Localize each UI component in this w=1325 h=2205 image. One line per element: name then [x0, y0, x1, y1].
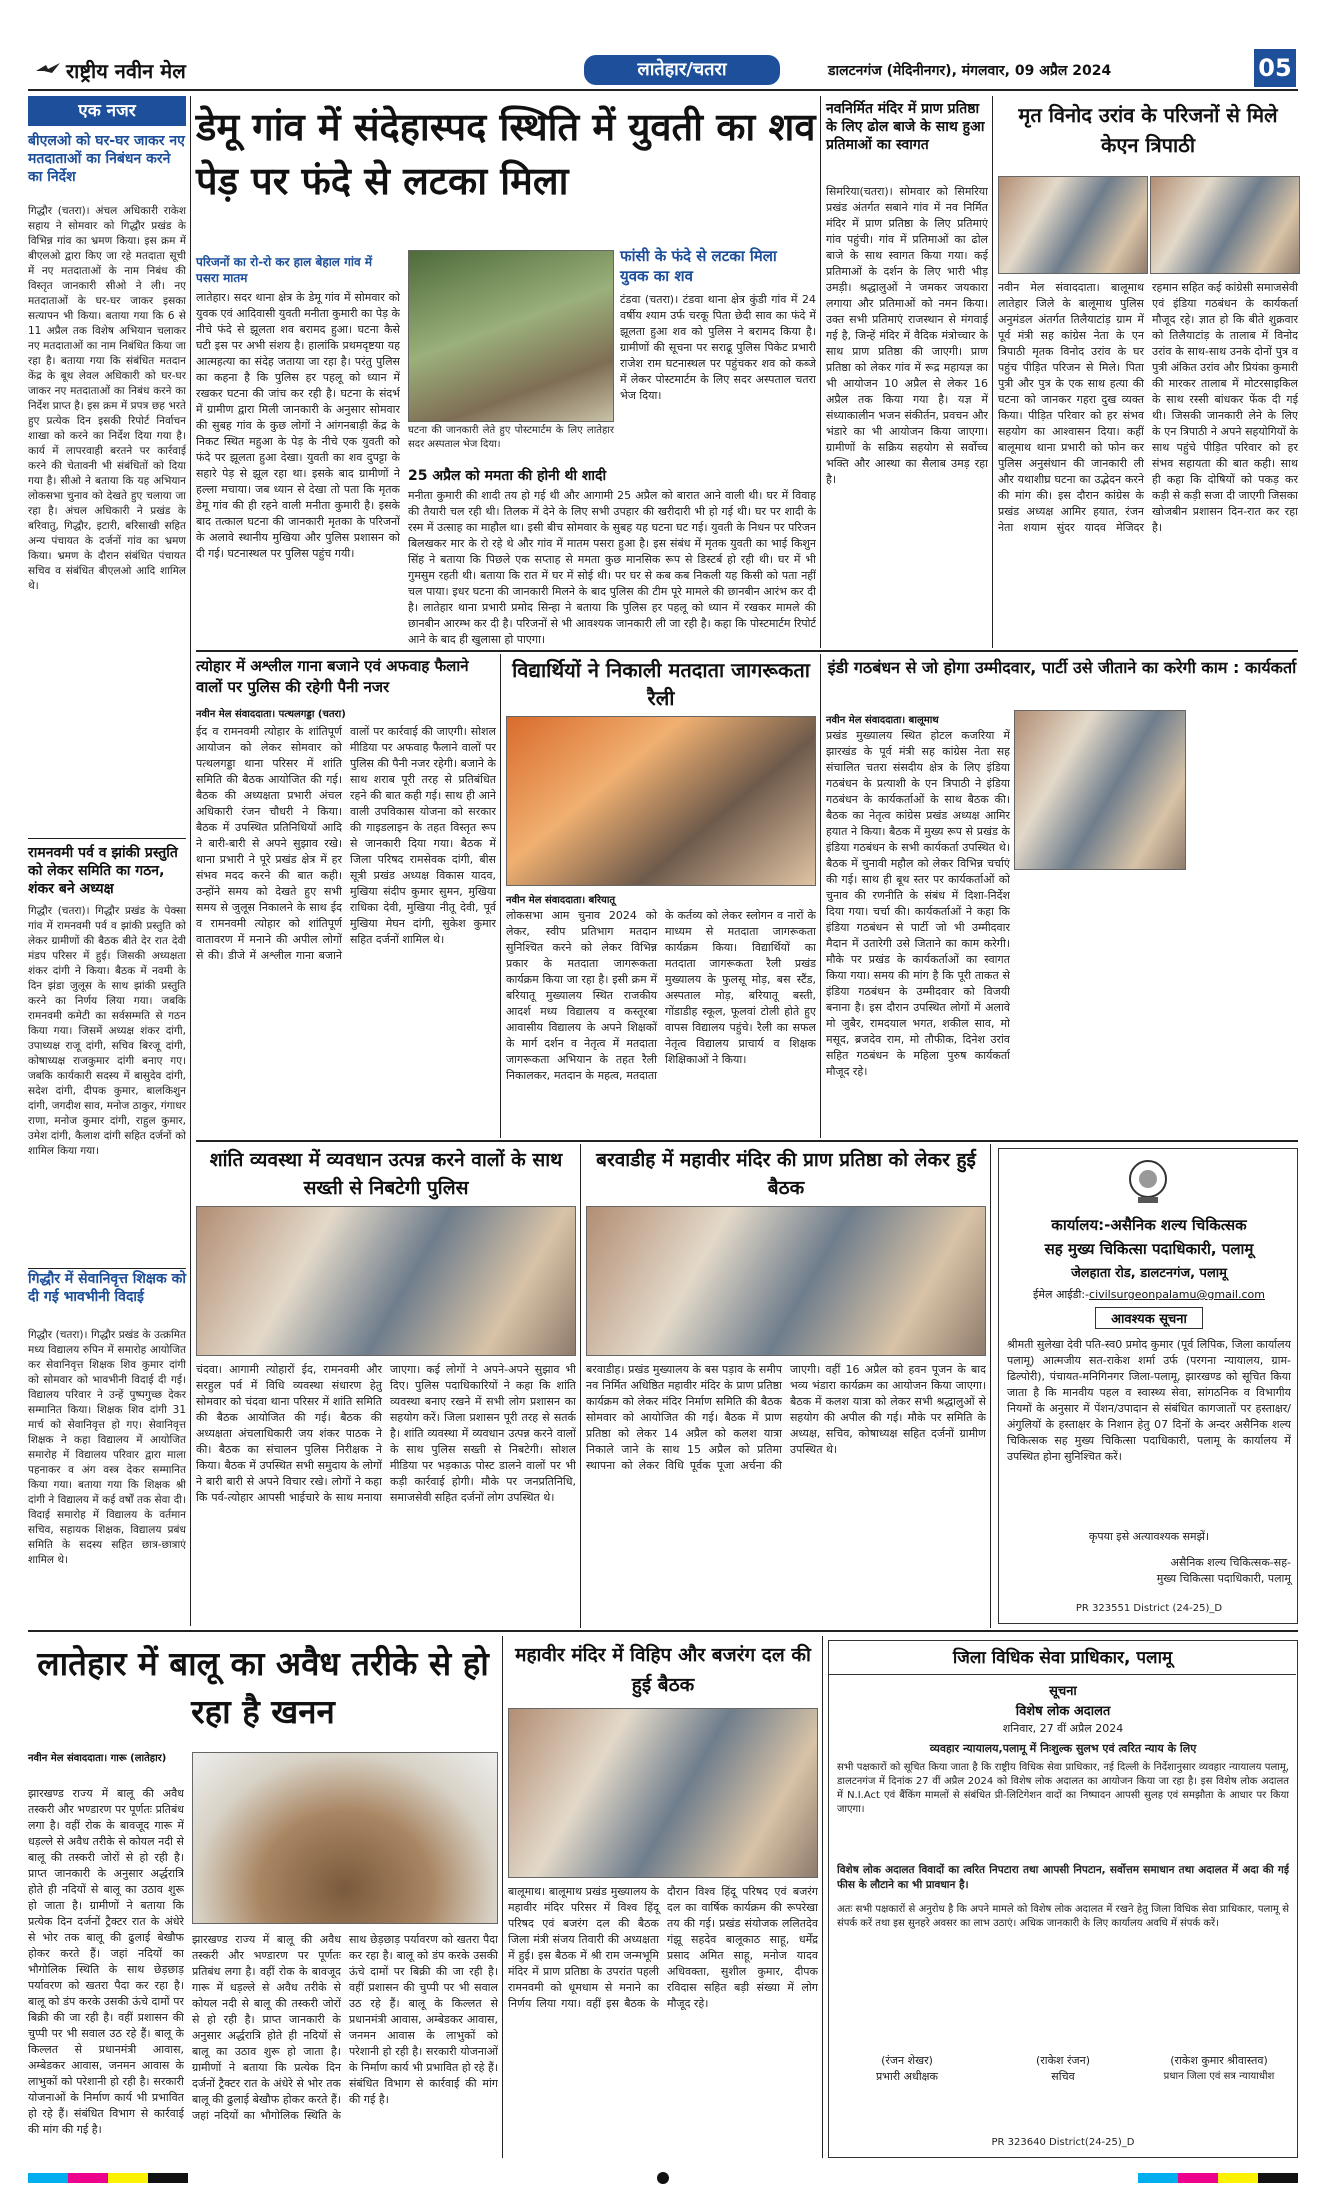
- legal-notice-body2: सभी पक्षकारों को सूचित किया जाता है कि राष्ट्रीय विधिक सेवा प्राधिकार, नई दिल्ली के निर्देशानुसार व्यवहार न्यायालय पलामू, डालटनगंज में दिनांक 27 वीं अप्रैल 2024 को विशेष लोक अदालत का आयोजन किया जा रहा है। इस विशेष लोक अदालत में N.I.Act एवं बैंकिंग मामलों से संबंधित प्री-लिटिगेशन वादों का निष्पादन आपसी सुलह एवं समझौता के आधार पर किया जाएगा।: [837, 1762, 1289, 1815]
- vhp-head: महावीर मंदिर में विहिप और बजरंग दल की हुई बैठक: [515, 1644, 811, 1696]
- ek-nazar-story2-head: रामनवमी पर्व व झांकी प्रस्तुति को लेकर समिति का गठन, शंकर बने अध्यक्ष: [28, 845, 178, 897]
- vinod-photo-1: [998, 176, 1148, 274]
- vhp-photo: [508, 1708, 818, 1878]
- notice-email-row: [1003, 1287, 1295, 1302]
- lead-photo: [408, 250, 614, 422]
- legal-notice-pr: PR 323640 District(24-25)_D: [991, 2137, 1135, 2148]
- notice-office-line2: सह मुख्य चिकित्सा पदाधिकारी, पलामू: [1044, 1240, 1254, 1258]
- legal-notice-title-box: [829, 1641, 1296, 1675]
- masthead-rule: [28, 89, 1298, 91]
- paper-logo-icon: [34, 61, 62, 77]
- legal-notice-sig1-name: (रंजन शेखर): [881, 2054, 933, 2067]
- section-tag: [584, 55, 780, 85]
- registration-marks-icon: [28, 2171, 1298, 2185]
- emblem-icon: [1125, 1157, 1171, 1207]
- column-rule: [580, 1144, 581, 1628]
- section-rule: [196, 1140, 1298, 1142]
- vidyarthi-head: विद्यार्थियों ने निकाली मतदाता जागरूकता रैली: [512, 658, 810, 710]
- legal-notice-body1: व्यवहार न्यायालय,पलामू में निःशुल्क सुलभ एवं त्वरित न्याय के लिए: [929, 1742, 1197, 1755]
- column-rule: [500, 654, 501, 1138]
- legal-notice-label: सूचना: [1049, 1684, 1077, 1699]
- notice-sign-line3: मुख्य चिकित्सा पदाधिकारी, पलामू: [1156, 1572, 1291, 1585]
- balu-photo: [192, 1752, 498, 1924]
- section-label: लातेहार/चतरा: [637, 59, 727, 80]
- notice-email[interactable]: civilsurgeonpalamu@gmail.com: [1089, 1288, 1265, 1301]
- ek-nazar-column: [28, 96, 186, 1356]
- tyohar-head: त्योहार में अश्लील गाना बजाने एवं अफवाह फैलाने वालों पर पुलिस की रहेगी पैनी नजर: [196, 657, 469, 696]
- ek-nazar-story1-body: गिद्धौर (चतरा)। अंचल अधिकारी राकेश सहाय ने सोमवार को गिद्धौर प्रखंड के विभिन्न गांव का भ्रमण किया। इस क्रम में बीएलओ द्वारा किए जा रहे मतदाता सूची में नए मतदाताओं के नाम निबंध की विस्तृत जानकारी सीओ ने ली। नए मतदाताओं के घर-घर जाकर इसका सत्यापन भी किया। बताया गया कि 6 से 11 अप्रैल तक विशेष अभियान चलाकर नए मतदाताओं का नाम निबंधित किया जा रहा है। बताया गया कि संबंधित मतदान केंद्र के बूथ लेवल अधिकारी को घर-घर जाकर नए मतदाताओं का निबंध करने का निर्देश प्राप्त है। इस क्रम में प्रपत्र छह भरते हुए प्रत्येक दिन इसकी रिपोर्ट निर्वाचन शाखा को करने का निर्देश दिया गया है। कार्य में लापरवाही बरतने पर कार्रवाई करने की चेतावनी भी संबंधितों को दिया गया है। सीओ ने बताया कि यह अभियान लोकसभा चुनाव को देखते हुए चलाया जा रहा है। अंचल अधिकारी ने प्रखंड के बरिवातु, गिद्धौर, इटारी, बरिसाखी सहित अन्य पंचायत के दर्जनों गांव का भ्रमण किया। भ्रमण के दौरान संबंधित पंचायत सचिव व संबंधित बीएलओ आदि शामिल थे।: [28, 205, 186, 592]
- notice-pr: PR 323551 District (24-25)_D: [1075, 1603, 1223, 1614]
- column-rule: [502, 1636, 503, 2158]
- indi-body-right: [1192, 728, 1298, 868]
- ek-nazar-column-lower: [28, 1270, 186, 1630]
- divider: [28, 838, 186, 839]
- legal-notice-sig3-role: प्रधान जिला एवं सत्र न्यायाधीश: [1163, 2071, 1275, 2082]
- indi-head: इंडी गठबंधन से जो होगा उम्मीदवार, पार्टी उसे जीताने का करेगी काम : कार्यकर्ता: [827, 658, 1297, 677]
- legal-notice-sig2-role: सचिव: [1051, 2070, 1075, 2083]
- vidyarthi-byline: नवीन मेल संवाददाता। बरियातू: [506, 895, 616, 906]
- column-rule: [190, 96, 191, 1626]
- ek-nazar-story3-body: गिद्धौर (चतरा)। गिद्धौर प्रखंड के उत्क्रमित मध्य विद्यालय रुपिन में समारोह आयोजित कर सेवानिवृत्त शिक्षक शिव कुमार दांगी को सोमवार को भावभीनी विदाई दी गई। विद्यालय परिवार ने उन्हें पुष्पगुच्छ देकर सम्मानित किया। शिक्षक शिव दांगी 31 मार्च को सेवानिवृत्त हो गए। सेवानिवृत्त शिक्षक ने कहा विद्यालय में आयोजित समारोह में विद्यालय परिवार द्वारा माला पहनाकर व अंग वस्त्र देकर सम्मानित किया गया। बताया गया कि शिक्षक श्री दांगी ने विद्यालय में कई वर्षों तक सेवा दी। विदाई समारोह में विद्यालय के वर्तमान सचिव, सहायक शिक्षक, विद्यालय प्रबंध समिति के सदस्य सहित छात्र-छात्राएं शामिल थे।: [28, 1329, 186, 1566]
- lead-body-1: लातेहार। सदर थाना क्षेत्र के डेमू गांव में सोमवार को युवक एवं आदिवासी युवती मनीता कुमारी का पेड़ के नीचे फंदे से झूलता शव बरामद हुआ। घटना कैसे घटी इस पर अभी संशय है। हालांकि प्रथमदृष्टया यह आत्महत्या का संदेह जताया जा रहा है। परंतु पुलिस का कहना है कि पुलिस हर पहलू को ध्यान में रखकर घटना की जांच कर रही है। घटना के संदर्भ में ग्रामीण द्वारा मिली जानकारी के अनुसार सोमवार की सुबह गांव के कुछ लोगों ने आंगनबाड़ी केंद्र के निकट स्थित महुआ के पेड़ के नीचे एक युवती को फंदे पर झूलता हुआ देखा। युवती का शव दुपट्टा के सहारे पेड़ से झूल रहा था। इसके बाद ग्रामीणों ने हल्ला मचाया। जब ध्यान से देखा तो पता कि मृतक डेमू गांव की ही रहने वाली मनीता कुमारी है। इसके बाद तत्काल घटना की जानकारी मृतका के परिजनों के अलावे स्थानीय मुखिया और पुलिस प्रशासन को दी गई। घटनास्थल पर पुलिस पहुंच गयी।: [196, 291, 400, 560]
- tyohar-byline: नवीन मेल संवाददाता। पत्थलगड्डा (चतरा): [196, 709, 346, 720]
- masthead: [28, 55, 1298, 85]
- notice-body: श्रीमती सुलेखा देवी पति-स्व0 प्रमोद कुमार (पूर्व लिपिक, जिला कार्यालय पलामू) आत्मजीय सत-राकेश शर्मा उर्फ (परगना न्यायालय, ग्राम-ढिल्पोरी), पंचायत-मनिगिनगर जिला-पलामू, झारखण्ड को सूचित किया जाता है कि मानवीय पहल व स्वास्थ्य सेवा, सांगठनिक व विभागीय नियमों के अनुसार में पेंशन/उपादान से संबंधित कागजातों पर हस्ताक्षर/अंगुलियों के हस्ताक्षर के निशान हेतु 07 दिनों के अन्दर असैनिक शल्य चिकित्सक सह मुख्य चिकित्सा पदाधिकारी, पलामू के कार्यालय में उपस्थित होना सुनिश्चित करें।: [1007, 1338, 1291, 1463]
- notice-office-line3: जेलहाता रोड, डालटनगंज, पलामू: [1071, 1266, 1227, 1281]
- section-rule: [196, 650, 1298, 652]
- ek-nazar-label: [28, 96, 186, 126]
- mandir-top-body: सिमरिया(चतरा)। सोमवार को सिमरिया प्रखंड अंतर्गत सबाने गांव में नव निर्मित मंदिर में प्राण प्रतिष्ठा के लिए प्रतिमाएं गांव पहुंची। गांव में प्रतिमाओं का ढोल बाजे के साथ स्वागत किया गया। कई प्रतिमाओं के दर्शन के लिए भारी भीड़ उमड़ी। श्रद्धालुओं ने जमकर जयकारा लगाया और प्रतिमाओं को नमन किया। उक्त सभी प्रतिमाएं राजस्थान से मंगवाई गई है, जिन्हें मंदिर में वैदिक मंत्रोच्चार के साथ प्राण प्रतिष्ठा की जाएगी। प्राण प्रतिष्ठा को लेकर गांव में रूद्र महायज्ञ का भी आयोजन 10 अप्रैल से लेकर 16 अप्रैल तक किया गया है। यज्ञ में संध्याकालीन भजन संकीर्तन, प्रवचन और भंडारे का भी आयोजन किया जाएगा। ग्रामीणों के सक्रिय सहयोग से सर्वोच्च भक्ति और आस्था का सैलाब उमड़ रहा है।: [826, 185, 988, 486]
- ek-nazar-story1-head: बीएलओ को घर-घर जाकर नए मतदाताओं का निबंधन करने का निर्देश: [28, 133, 185, 185]
- tyohar-body: ईद व रामनवमी त्योहार के शांतिपूर्ण आयोजन को लेकर सोमवार को पत्थलगड्डा थाना परिसर में शांति समिति की बैठक आयोजित की गई। बैठक की अध्यक्षता प्रभारी अंचल अधिकारी रंजन चौधरी ने किया। बैठक में उपस्थित प्रतिनिधियों आदि ने बारी-बारी से अपने सुझाव रखे। थाना प्रभारी ने पूरे प्रखंड क्षेत्र में हर संभव मदद करने की बात कही। उन्होंने समय को देखते हुए सभी समय से जुलूस निकालने के साथ ईद व रामनवमी त्योहार को शांतिपूर्ण वातावरण में मनाने की अपील लोगों से की। डीजे में अश्लील गाना बजाने वालों पर कार्रवाई की जाएगी। सोशल मीडिया पर अफवाह फैलाने वालों पर पुलिस की पैनी नजर रहेगी। बजाने के साथ शराब पूरी तरह से प्रतिबंधित रहने की बात कही गई। साथ ही आने वाली उपविकास योजना को सरकार की गाइडलाइन के तहत विस्तृत रूप से जानकारी दिया गया। बैठक में जिला परिषद रामसेवक दांगी, बीस सूत्री प्रखंड अध्यक्ष विकास यादव, मुखिया संदीप कुमार सुमन, मुखिया राधिका देवी, मुखिया नीतू देवी, पूर्व मुखिया मेघन दांगी, सुकेश कुमार सहित दर्जनों शामिल थे।: [196, 725, 496, 962]
- column-rule: [990, 1144, 991, 1628]
- legal-notice-body3: विशेष लोक अदालत विवादों का त्वरित निपटारा तथा आपसी निपटान, सर्वोत्तम समाधान तथा अदालत में अदा की गई फीस के लौटाने का भी प्रावधान है।: [837, 1864, 1289, 1891]
- column-rule: [992, 96, 993, 648]
- lead-headline: डेमू गांव में संदेहास्पद स्थिति में युवती का शव पेड़ पर फंदे से लटका मिला: [196, 105, 816, 203]
- legal-notice-sig1-role: प्रभारी अधीक्षक: [875, 2070, 939, 2083]
- divider: [28, 1268, 186, 1269]
- indi-byline: नवीन मेल संवाददाता। बालूमाथ: [826, 715, 939, 726]
- ek-nazar-story2-body: गिद्धौर (चतरा)। गिद्धौर प्रखंड के पेक्सा गांव में रामनवमी पर्व व झांकी प्रस्तुति को लेकर ग्रामीणों की बैठक बीते देर रात देवी मंडप परिसर में हुई। जिसकी अध्यक्षता शंकर दांगी ने किया। बैठक में नवमी के दिन झंडा जुलूस के साथ झांकी प्रस्तुति करने का निर्णय लिया गया। जबकि रामनवमी कमेटी का सर्वसम्मति से गठन किया गया। जिसमें अध्यक्ष शंकर दांगी, उपाध्यक्ष राजू दांगी, सचिव बिरजू दांगी, कोषाध्यक्ष राजकुमार दांगी बनाए गए। जबकि कार्यकारी सदस्य में बासुदेव दांगी, सदेश दांगी, दीपक कुमार, बालकिशुन दांगी, जगदीश साव, मनोज ठाकुर, गंगाधर राणा, मनोज कुमार दांगी, राहुल कुमार, उमेश दांगी, कैलाश दांगी सहित दर्जनों को शामिल किया गया।: [28, 905, 186, 1157]
- balu-byline: नवीन मेल संवाददाता। गारू (लातेहार): [28, 1753, 167, 1764]
- shanti-head: शांति व्यवस्था में व्यवधान उत्पन्न करने वालों के साथ सख्ती से निबटेगी पुलिस: [209, 1149, 563, 1199]
- column-rule: [822, 1636, 823, 2158]
- shanti-body: चंदवा। आगामी त्योहारों ईद, रामनवमी और सरहुल पर्व में विधि व्यवस्था संधारण हेतु सोमवार को चंदवा थाना परिसर में शांति समिति की बैठक आयोजित की गई। बैठक की अध्यक्षता अंचलाधिकारी जय शंकर पाठक ने की। बैठक का संचालन पुलिस निरीक्षक ने किया। बैठक में उपस्थित सभी समुदाय के लोगों ने बारी बारी से अपने विचार रखे। लोगों ने कहा कि पर्व-त्योहार आपसी भाईचारे के साथ मनाया जाएगा। कई लोगों ने अपने-अपने सुझाव भी दिए। पुलिस पदाधिकारियों ने कहा कि शांति व्यवस्था बनाए रखने में सभी लोग प्रशासन का सहयोग करें। जिला प्रशासन पूरी तरह से सतर्क है। शांति व्यवस्था में व्यवधान उत्पन्न करने वालों के साथ पुलिस सख्ती से निबटेगी। सोशल मीडिया पर भड़काऊ पोस्ट डालने वालों पर भी कड़ी कार्रवाई होगी। मौके पर जनप्रतिनिधि, समाजसेवी सहित दर्जनों लोग उपस्थित थे।: [196, 1363, 576, 1504]
- notice-sign-line2: असैनिक शल्य चिकित्सक-सह-: [1170, 1556, 1291, 1569]
- vinod-photo-2: [1150, 176, 1300, 274]
- balu-body-2: झारखण्ड राज्य में बालू की अवैध तस्करी और भण्डारण पर पूर्णतः प्रतिबंध लगा है। वहीं रोक के बावजूद गारू में धड़ल्ले से अवैध तरीके से कोयल नदी से बालू की तस्करी जोरों से हो रही है। प्राप्त जानकारी के अनुसार अर्द्धरात्रि होते ही नदियों से बालू का उठाव शुरू हो जाता है। ग्रामीणों ने बताया कि प्रत्येक दिन दर्जनों ट्रैक्टर रात के अंधेरे से भोर तक बालू की ढुलाई बेखौफ होकर करते हैं। जहां नदियों का भौगोलिक स्थिति के साथ छेड़छाड़ पर्यावरण को खतरा पैदा कर रहा है। बालू को डंप करके उसकी ऊंचे दामों पर बिक्री की जा रही है। वहीं प्रशासन की चुप्पी पर भी सवाल उठ रहे हैं। बालू के किल्लत से प्रधानमंत्री आवास, अम्बेडकर आवास, जनमन आवास के लाभुकों को परेशानी हो रही है। सरकारी योजनाओं के निर्माण कार्य भी प्रभावित हो रहे हैं। संबंधित विभाग से कार्रवाई की मांग की गई है।: [192, 1933, 498, 2122]
- balu-head: लातेहार में बालू का अवैध तरीके से हो रहा है खनन: [37, 1644, 489, 1731]
- notice-sign-line1: कृपया इसे अत्यावश्यक समझें।: [1088, 1530, 1210, 1543]
- vinod-body: नवीन मेल संवाददाता। बालूमाथ लातेहार जिले के बालूमाथ पुलिस अनुमंडल अंतर्गत तिलैयाटांड़ ग्राम में पूर्व मंत्री सह कांग्रेस नेता के एन त्रिपाठी मृतक विनोद उरांव के घर पहुंच पीड़ित परिजन से मिले। पिता पुत्री और पुत्र के एक साथ हत्या की घटना को जानकर गहरा दुख व्यक्त किया। पीड़ित परिवार को हर संभव सहयोग का आश्वासन दिया। कहीं बालूमाथ थाना प्रभारी को फोन कर पुलिस अनुसंधान की जानकारी ली और यथाशीघ्र घटना का उद्भेदन करने की मांग की। इस दौरान कांग्रेस के प्रखंड अध्यक्ष आमिर हयात, रंजन नेता शयाम सुंदर यादव मेजिदर रहमान सहित कई कांग्रेसी समाजसेवी एवं इंडिया गठबंधन के कार्यकर्ता मौजूद रहे। ज्ञात हो कि बीते शुक्रवार को तिलैयाटांड़ के तालाब में विनोद उरांव के साथ-साथ उनके दोनों पुत्र व पुत्री अंकित उरांव और प्रियंका कुमारी की मारकर तालाब में मोटरसाइकिल के साथ रस्सी बांधकर फेंक दी गई थी। जिसकी जानकारी लेने के लिए के एन त्रिपाठी ने अपने सहयोगियों के साथ पहुंचे पीड़ित परिवार को हर संभव सहायता की बात कही। साथ ही कहा कि दोषियों को पकड़ कर कड़ी से कड़ी सजा दी जाएगी जिसका खोजबीन प्रशासन दिन-रात कर रहा है।: [998, 281, 1298, 534]
- legal-notice-body4: अतः सभी पक्षकारों से अनुरोध है कि अपने मामले को विशेष लोक अदालत में रखने हेतु जिला विधिक सेवा प्राधिकार, पलामू से संपर्क करें तथा इस सुनहरे अवसर का लाभ उठाएं। अधिक जानकारी के लिए कार्यालय अवधि में संपर्क करें।: [837, 1904, 1289, 1929]
- shanti-photo: [196, 1206, 576, 1356]
- legal-notice-sub2: शनिवार, 27 वीं अप्रैल 2024: [1002, 1722, 1124, 1735]
- mandir-top-head: नवनिर्मित मंदिर में प्राण प्रतिष्ठा के लिए ढोल बाजे के साथ हुआ प्रतिमाओं का स्वागत: [826, 101, 985, 153]
- lead-body-mid: मनीता कुमारी की शादी तय हो गई थी और आगामी 25 अप्रैल को बारात आने वाली थी। घर में विवाह की तैयारी चल रही थी। तिलक में देने के लिए सभी उपहार की खरीदारी भी हो गई थी। घर पर शादी के रस्म में उत्साह का माहौल था। इसी बीच सोमवार के सुबह यह घटना घट गई। युवती के निधन पर परिजन बिलखकर मार के रो रहे थे और गांव में मातम पसरा हुआ है। इस संबंध में मृतक युवती का भाई किशुन सिंह ने बताया कि पिछले एक सप्ताह से ममता कुछ मानसिक रूप से डिस्टर्ब हो रही थी। घर में भी गुमसुम रहती थी। बताया कि रात में घर में सोई थी। पर घर से कब कब निकली यह किसी को पता नहीं चल पाया। इधर घटना की जानकारी मिलने के बाद पुलिस की टीम पूरे मामले की छानबीन आरंभ कर दी है। लातेहार थाना प्रभारी प्रमोद सिन्हा ने बताया कि पुलिस हर पहलू को ध्यान में रखकर मामले की छानबीन आरम्भ कर दी है। परिजनों से भी आवश्यक जानकारी ली जा रही है। कहा कि पोस्टमार्टम रिपोर्ट आने के बाद ही खुलासा हो पाएगा।: [408, 489, 816, 646]
- legal-notice-sig2-name: (राकेश रंजन): [1035, 2054, 1091, 2067]
- notice-title-box: [1095, 1307, 1203, 1329]
- legal-notice-sub1: विशेष लोक अदालत: [1015, 1704, 1111, 1719]
- balu-body-1: झारखण्ड राज्य में बालू की अवैध तस्करी और भण्डारण पर पूर्णतः प्रतिबंध लगा है। वहीं रोक के बावजूद गारू में धड़ल्ले से अवैध तरीके से कोयल नदी से बालू की तस्करी जोरों से हो रही है। प्राप्त जानकारी के अनुसार अर्द्धरात्रि होते ही नदियों से बालू का उठाव शुरू हो जाता है। ग्रामीणों ने बताया कि प्रत्येक दिन दर्जनों ट्रैक्टर रात के अंधेरे से भोर तक बालू की ढुलाई बेखौफ होकर करते हैं। जहां नदियों का भौगोलिक स्थिति के साथ छेड़छाड़ पर्यावरण को खतरा पैदा कर रहा है। बालू को डंप करके उसकी ऊंचे दामों पर बिक्री की जा रही है। वहीं प्रशासन की चुप्पी पर भी सवाल उठ रहे हैं। बालू के किल्लत से प्रधानमंत्री आवास, अम्बेडकर आवास, जनमन आवास के लाभुकों को परेशानी हो रही है। सरकारी योजनाओं के निर्माण कार्य भी प्रभावित हो रहे हैं। संबंधित विभाग से कार्रवाई की मांग की गई है।: [28, 1787, 184, 2136]
- barwadih-head: बरवाडीह में महावीर मंदिर की प्राण प्रतिष्ठा को लेकर हुई बैठक: [596, 1149, 976, 1199]
- vinod-head: मृत विनोद उरांव के परिजनों से मिले केएन त्रिपाठी: [1018, 103, 1278, 157]
- page-number-text: 05: [1258, 54, 1292, 82]
- civil-surgeon-notice: [998, 1148, 1298, 1624]
- lead-photo-caption: घटना की जानकारी लेते हुए पोस्टमार्टम के लिए लातेहार सदर अस्पताल भेज दिया।: [408, 425, 614, 450]
- vidyarthi-photo: [506, 716, 816, 886]
- lead-subhead-mid: 25 अप्रैल को ममता की होनी थी शादी: [408, 468, 607, 484]
- legal-services-notice: [828, 1640, 1298, 2158]
- lead-subhead-right: फांसी के फंदे से लटका मिला युवक का शव: [620, 247, 777, 285]
- barwadih-body: बरवाडीह। प्रखंड मुख्यालय के बस पड़ाव के समीप नव निर्मित अधिष्ठित महावीर मंदिर के प्राण प्रतिष्ठा कार्यक्रम को लेकर मंदिर निर्माण समिति की बैठक सोमवार को आयोजित की गई। बैठक में प्राण प्रतिष्ठा को लेकर 14 अप्रैल को कलश यात्रा निकाले जाने के साथ 15 अप्रैल को प्रतिमा स्थापना को लेकर विधि पूर्वक पूजा अर्चना की जाएगी। वहीं 16 अप्रैल को हवन पूजन के बाद भव्य भंडारा कार्यक्रम का आयोजन किया जाएगा। बैठक में कलश यात्रा को लेकर सभी श्रद्धालुओं से सहयोग की अपील की गई। मौके पर समिति के अध्यक्ष, सचिव, कोषाध्यक्ष सहित दर्जनों ग्रामीण उपस्थित थे।: [586, 1363, 986, 1472]
- paper-name: राष्ट्रीय नवीन मेल: [66, 59, 186, 83]
- lead-body-right: टंडवा (चतरा)। टंडवा थाना क्षेत्र कुंडी गांव में 24 वर्षीय श्याम उर्फ चरकू पिता छेदी साव का फंदे में झूलता हुआ शव को पुलिस ने बरामद किया है। ग्रामीणों की सूचना पर सराढू पुलिस पिकेट प्रभारी राजेश राम घटनास्थल पर पहुंचकर शव को कब्जे में लेकर पोस्टमार्टम के लिए सदर अस्पताल चतरा भेज दिया।: [620, 293, 816, 402]
- indi-body: प्रखंड मुख्यालय स्थित होटल कजरिया में झारखंड के पूर्व मंत्री सह कांग्रेस नेता सह संचालित चतरा संसदीय क्षेत्र के लिए इंडिया गठबंधन के प्रत्याशी के एन त्रिपाठी ने इंडिया गठबंधन के कार्यकर्ताओं के साथ बैठक की। बैठक का नेतृत्व कांग्रेस प्रखंड अध्यक्ष आमिर हयात ने किया। बैठक में मुख्य रूप से प्रखंड के इंडिया गठबंधन के सभी कार्यकर्ता उपस्थित थे। बैठक में चुनावी महौल को लेकर विभिन्न चर्चाएं की गई। साथ ही बूथ स्तर पर कार्यकर्ताओं को चुनाव की रणनीति के संबंध में दिशा-निर्देश दिया गया। चर्चा की। कार्यकर्ताओं ने कहा कि इंडिया गठबंधन से पार्टी जो भी उम्मीदवार मैदान में उतारेगी उसे जिताने का काम करेगी। मौके पर प्रखंड के कार्यकर्ताओं का स्वागत किया गया। समय की मांग है कि पूरी ताकत से इंडिया गठबंधन के उम्मीदवार को विजयी बनाना है। इस दौरान उपस्थित लोगों में अलावे मो जुबैर, रामदयाल भगत, शकील साव, मो मसूद, ब्रजदेव राम, मो तौफीक, दिनेश उरांव सहित गठबंधन के महिला पुरुष कार्यकर्ता मौजूद रहे।: [826, 729, 1010, 1078]
- print-color-strip: [28, 2170, 1298, 2184]
- section-rule: [28, 1630, 1298, 1632]
- page-number: [1254, 49, 1296, 87]
- ek-nazar-story3-head: गिद्धौर में सेवानिवृत्त शिक्षक को दी गई भावभीनी विदाई: [28, 1271, 186, 1305]
- legal-notice-sig3-name: (राकेश कुमार श्रीवास्तव): [1170, 2054, 1268, 2067]
- barwadih-photo: [586, 1206, 986, 1356]
- lead-subhead-left: परिजनों का रो-रो कर हाल बेहाल गांव में पसरा मातम: [196, 255, 373, 285]
- notice-email-label: ईमेल आईडी:-: [1033, 1288, 1090, 1301]
- legal-notice-title: जिला विधिक सेवा प्राधिकार, पलामू: [952, 1648, 1173, 1668]
- column-rule: [820, 96, 821, 648]
- indi-photo: [1014, 710, 1186, 870]
- column-rule: [820, 654, 821, 1138]
- dateline: डालटनगंज (मेदिनीनगर), मंगलवार, 09 अप्रैल 2024: [828, 63, 1112, 79]
- ek-nazar-text: एक नजर: [78, 101, 136, 121]
- vidyarthi-body: लोकसभा आम चुनाव 2024 को लेकर, स्वीप प्रतिभाग मतदान सुनिश्चित करने को लेकर विभिन्न प्रकार के मतदाता जागरूकता कार्यक्रम किया जा रहा है। इसी क्रम में बरियातू मुख्यालय स्थित राजकीय आदर्श मध्य विद्यालय व कस्तूरबा आवासीय विद्यालय के अपने शिक्षकों के मार्ग दर्शन व नेतृत्व में मतदाता जागरूकता अभियान के तहत रैली निकालकर, मतदान के महत्व, मतदाता के कर्तव्य को लेकर स्लोगन व नारों के माध्यम से मतदाता जागरूकता कार्यक्रम किया। विद्यार्थियों का मतदाता जागरूकता रैली प्रखंड मुख्यालय के फुलसू मोड़, बस स्टैंड, अस्पताल मोड़, बरियातू बस्ती, गोंडाडीह स्कूल, फूलवां टोली होते हुए वापस विद्यालय पहुंचे। रैली का सफल नेतृत्व विद्यालय प्राचार्य व शिक्षक शिक्षिकाओं ने किया।: [506, 909, 816, 1082]
- vhp-body: बालूमाथ। बालूमाथ प्रखंड मुख्यालय के महावीर मंदिर परिसर में विश्व हिंदू परिषद एवं बजरंग दल की बैठक जिला मंत्री संजय तिवारी की अध्यक्षता में हुई। इस बैठक में श्री राम जन्मभूमि मंदिर में प्राण प्रतिष्ठा के उपरांत पहली रामनवमी को धूमधाम से मनाने का निर्णय लिया गया। वहीं इस बैठक के दौरान विश्व हिंदू परिषद एवं बजरंग दल का वार्षिक कार्यक्रम की रूपरेखा तय की गई। प्रखंड संयोजक ललितदेव गंझू सहदेव बालूकाठ साहू, धर्मेंद्र प्रसाद अमित साहू, मनोज यादव अधिवक्ता, सुशील कुमार, दीपक रविदास सहित बड़ी संख्या में लोग मौजूद रहे।: [508, 1885, 818, 2010]
- notice-title: आवश्यक सूचना: [1111, 1312, 1187, 1327]
- notice-office-line1: कार्यालय:-असैनिक शल्य चिकित्सक: [1051, 1216, 1247, 1234]
